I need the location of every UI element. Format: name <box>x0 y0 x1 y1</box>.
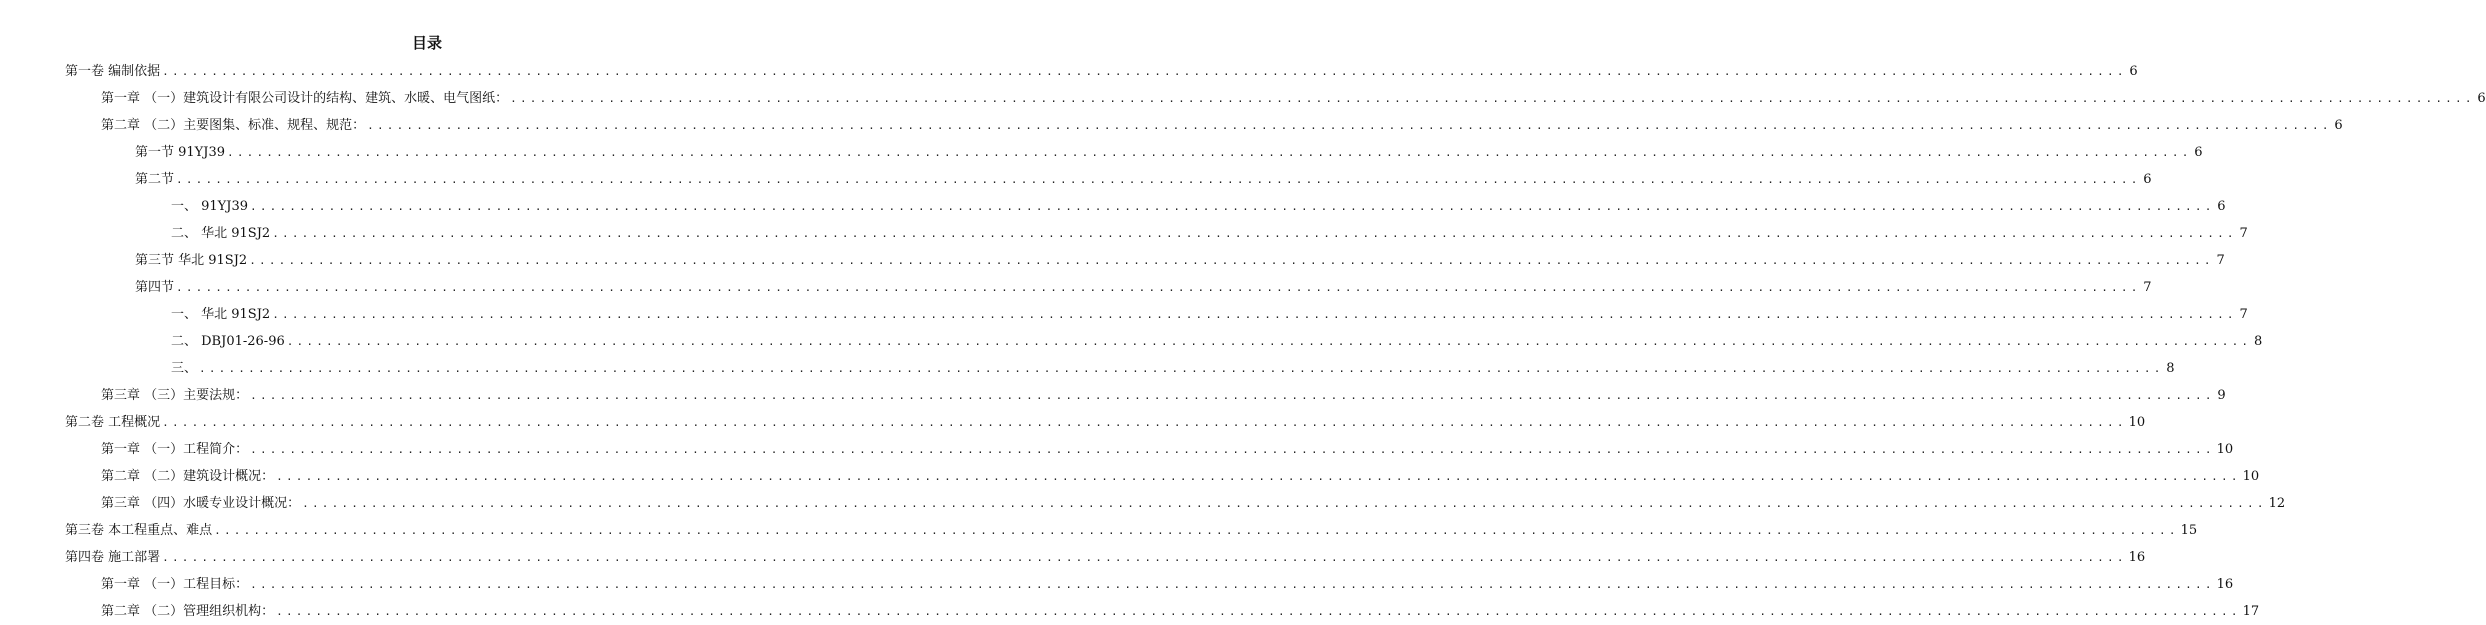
dot-leader: ........................................................................................................................................................................................................ <box>250 577 2215 591</box>
toc-entry-label: 第四节 <box>135 279 175 295</box>
dot-leader: ........................................................................................................................................................................................................ <box>250 442 2215 456</box>
toc-entry-page-number: 12 <box>2268 495 2286 511</box>
toc-entry[interactable] <box>0 301 2248 328</box>
toc-entry-page-number: 10 <box>2128 414 2146 430</box>
toc-entry[interactable] <box>0 193 2226 220</box>
toc-entry[interactable] <box>0 139 2203 166</box>
dot-leader: ........................................................................................................................................................................................................ <box>250 199 2215 213</box>
toc-entry-page-number: 10 <box>2242 468 2260 484</box>
toc-entry-label: 第四卷 施工部署 <box>65 549 161 565</box>
dot-leader: ........................................................................................................................................................................................................ <box>272 307 2237 321</box>
toc-entry-label: 第一卷 编制依据 <box>65 63 161 79</box>
toc-entry-label: 第一章 （一）工程目标： <box>101 576 249 592</box>
toc-entry-page-number: 6 <box>2129 63 2138 79</box>
toc-entry-label: 二、 华北 91SJ2 <box>171 225 271 241</box>
toc-entry-label: 第三卷 本工程重点、难点 <box>65 522 213 538</box>
toc-entry[interactable] <box>0 544 2146 571</box>
toc-entry[interactable] <box>0 328 2263 355</box>
dot-leader: ........................................................................................................................................................................................................ <box>214 523 2179 537</box>
toc-entry[interactable] <box>0 490 2286 517</box>
toc-entry[interactable] <box>0 112 2343 139</box>
toc-entry-page-number: 16 <box>2216 576 2234 592</box>
dot-leader: ........................................................................................................................................................................................................ <box>162 550 2127 564</box>
toc-entry-page-number: 15 <box>2180 522 2198 538</box>
dot-leader: ........................................................................................................................................................................................................ <box>227 145 2192 159</box>
dot-leader: ........................................................................................................................................................................................................ <box>276 604 2241 618</box>
toc-entry-label: 第二章 （二）主要图集、标准、规程、规范： <box>101 117 366 133</box>
toc-entry[interactable] <box>0 166 2152 193</box>
dot-leader: ........................................................................................................................................................................................................ <box>249 253 2214 267</box>
toc-entry[interactable] <box>0 247 2225 274</box>
dot-leader: ........................................................................................................................................................................................................ <box>176 280 2141 294</box>
toc-entry-page-number: 6 <box>2143 171 2152 187</box>
toc-entry-page-number: 16 <box>2128 549 2146 565</box>
toc-entry[interactable] <box>0 58 2138 85</box>
toc-entry[interactable] <box>0 517 2198 544</box>
toc-entry[interactable] <box>0 274 2152 301</box>
toc-entry-label: 一、 91YJ39 <box>171 198 249 214</box>
toc-entry-page-number: 7 <box>2143 279 2152 295</box>
toc-entry[interactable] <box>0 409 2146 436</box>
dot-leader: ........................................................................................................................................................................................................ <box>276 469 2241 483</box>
dot-leader: ........................................................................................................................................................................................................ <box>286 334 2252 348</box>
toc-entry[interactable] <box>0 382 2226 409</box>
toc-entry-page-number: 8 <box>2253 333 2263 349</box>
toc-entry-label: 第三章 （四）水暖专业设计概况： <box>101 495 301 511</box>
toc-entry[interactable] <box>0 436 2234 463</box>
toc-entry-label: 第三节 华北 91SJ2 <box>135 252 248 268</box>
toc-entry-page-number: 8 <box>2166 360 2175 376</box>
toc-entry-page-number: 7 <box>2239 225 2248 241</box>
toc-entry-page-number: 10 <box>2216 441 2234 457</box>
toc-entry-page-number: 6 <box>2194 144 2203 160</box>
dot-leader: ........................................................................................................................................................................................................ <box>176 172 2141 186</box>
toc-entry[interactable] <box>0 220 2248 247</box>
toc-entry-page-number: 6 <box>2477 90 2486 106</box>
table-of-contents <box>0 58 2486 625</box>
toc-entry[interactable] <box>0 463 2260 490</box>
dot-leader: ........................................................................................................................................................................................................ <box>162 415 2127 429</box>
toc-entry-label: 二、 DBJ01-26-96 <box>171 333 285 349</box>
toc-entry-page-number: 6 <box>2334 117 2343 133</box>
dot-leader: ........................................................................................................................................................................................................ <box>302 496 2267 510</box>
toc-entry-page-number: 7 <box>2216 252 2225 268</box>
toc-entry-label: 第一章 （一）工程简介： <box>101 441 249 457</box>
toc-entry[interactable] <box>0 571 2234 598</box>
toc-entry[interactable] <box>0 85 2486 112</box>
toc-entry-page-number: 9 <box>2217 387 2226 403</box>
toc-title: 目录 <box>411 34 442 52</box>
dot-leader: ........................................................................................................................................................................................................ <box>250 388 2215 402</box>
dot-leader: ........................................................................................................................................................................................................ <box>367 118 2332 132</box>
toc-entry-label: 三、 <box>171 360 198 376</box>
toc-entry-label: 第二卷 工程概况 <box>65 414 161 430</box>
toc-entry-page-number: 7 <box>2239 306 2248 322</box>
toc-entry[interactable] <box>0 355 2175 382</box>
toc-entry-label: 第二节 <box>135 171 175 187</box>
dot-leader: ........................................................................................................................................................................................................ <box>162 64 2127 78</box>
toc-entry-label: 第二章 （二）管理组织机构： <box>101 603 275 619</box>
toc-entry[interactable] <box>0 598 2260 625</box>
dot-leader: ........................................................................................................................................................................................................ <box>510 91 2475 105</box>
toc-entry-page-number: 17 <box>2242 603 2260 619</box>
toc-entry-label: 第一章 （一）建筑设计有限公司设计的结构、建筑、水暖、电气图纸： <box>101 90 509 106</box>
toc-entry-page-number: 6 <box>2217 198 2226 214</box>
dot-leader: ........................................................................................................................................................................................................ <box>272 226 2237 240</box>
toc-entry-label: 第三章 （三）主要法规： <box>101 387 249 403</box>
toc-entry-label: 第一节 91YJ39 <box>135 144 226 160</box>
dot-leader: ........................................................................................................................................................................................................ <box>199 361 2164 375</box>
toc-entry-label: 一、 华北 91SJ2 <box>171 306 271 322</box>
toc-entry-label: 第二章 （二）建筑设计概况： <box>101 468 275 484</box>
